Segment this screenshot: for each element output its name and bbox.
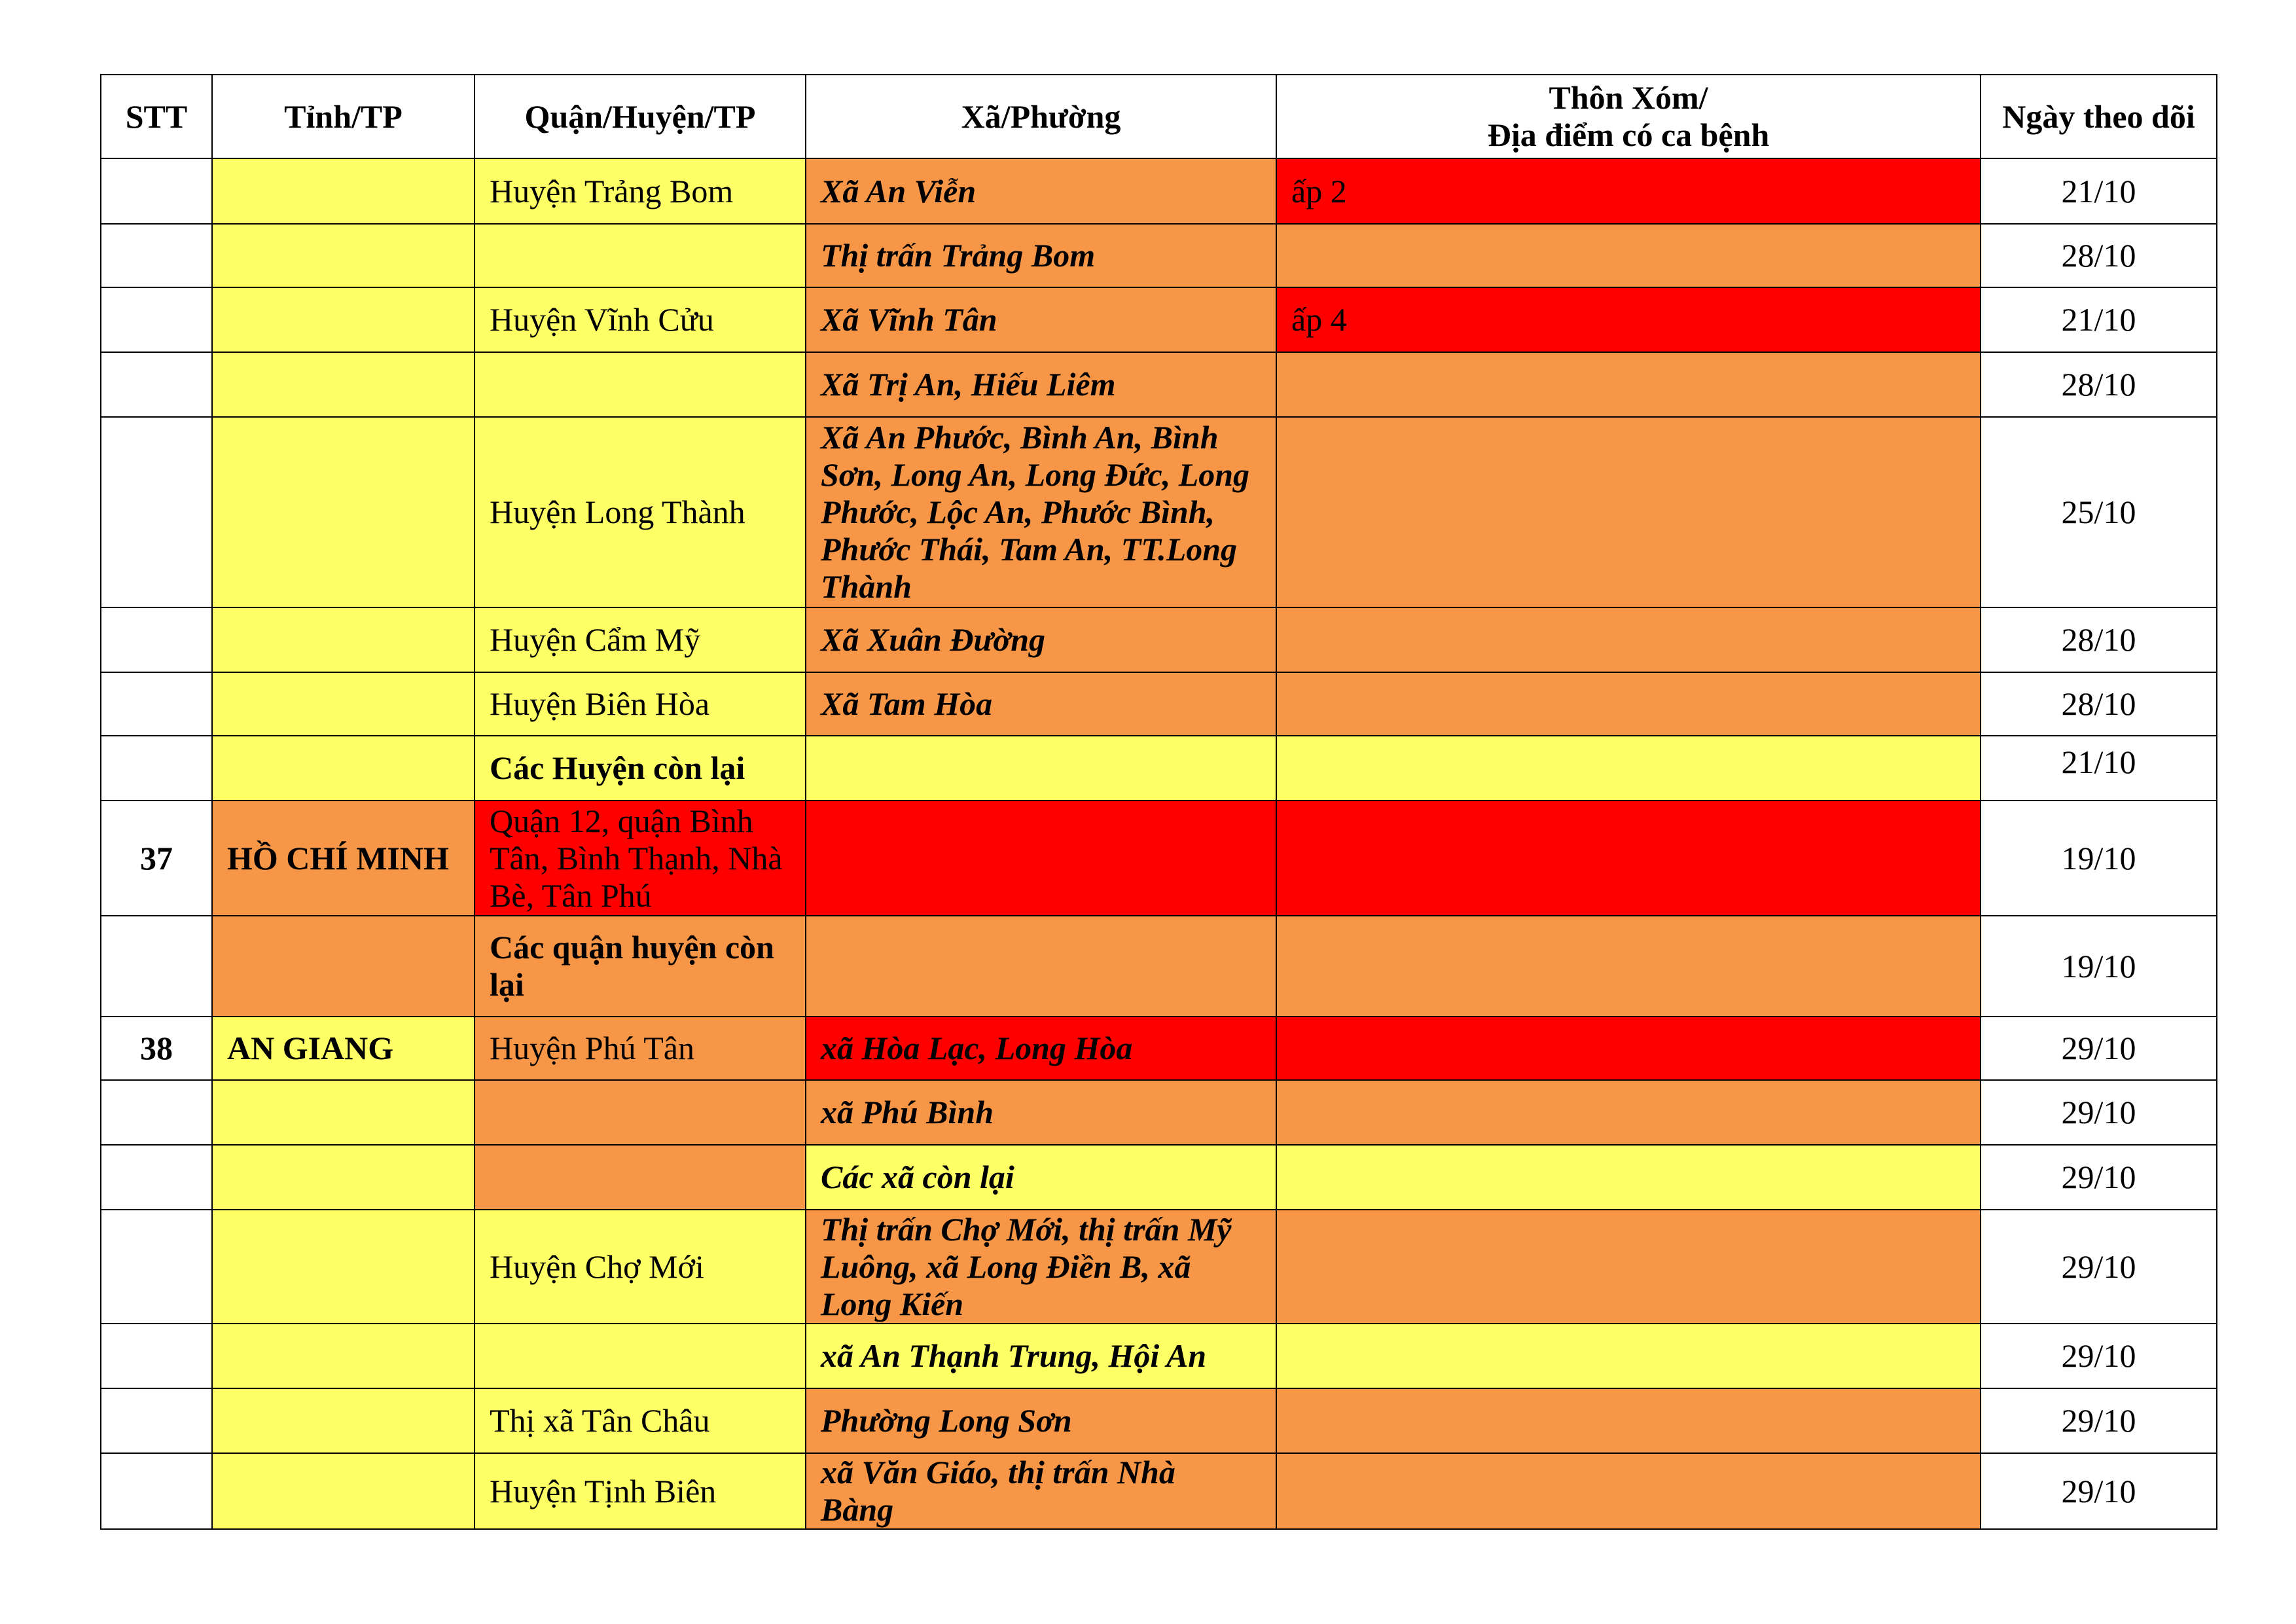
cell-stt	[101, 352, 212, 417]
cell-province	[212, 672, 475, 736]
table-row	[101, 158, 2217, 224]
cell-ward: Các xã còn lại	[806, 1145, 1276, 1210]
table-row	[101, 916, 2217, 1017]
cell-ward: xã An Thạnh Trung, Hội An	[806, 1324, 1276, 1388]
cell-date: 29/10	[1981, 1324, 2217, 1388]
header-ward: Xã/Phường	[806, 75, 1276, 158]
cell-district: Huyện Trảng Bom	[475, 158, 806, 224]
cell-stt	[101, 1388, 212, 1453]
table-row	[101, 672, 2217, 736]
cell-ward: Xã An Phước, Bình An, Bình Sơn, Long An, Long Đức, Long Phước, Lộc An, Phước Bình, Phước Thái, Tam An, TT.Long Thành	[806, 417, 1276, 607]
cell-province	[212, 916, 475, 1017]
cell-hamlet	[1276, 1017, 1981, 1080]
cell-date: 28/10	[1981, 607, 2217, 672]
cell-district	[475, 1145, 806, 1210]
cell-date: 29/10	[1981, 1210, 2217, 1324]
cell-province	[212, 736, 475, 801]
cell-district: Quận 12, quận Bình Tân, Bình Thạnh, Nhà Bè, Tân Phú	[475, 801, 806, 916]
cell-district	[475, 1080, 806, 1145]
cell-stt	[101, 1210, 212, 1324]
cell-hamlet	[1276, 1324, 1981, 1388]
header-stt: STT	[101, 75, 212, 158]
cell-stt	[101, 607, 212, 672]
cell-hamlet	[1276, 1145, 1981, 1210]
cell-ward: xã Hòa Lạc, Long Hòa	[806, 1017, 1276, 1080]
cell-date: 29/10	[1981, 1145, 2217, 1210]
cell-province	[212, 224, 475, 287]
table-row	[101, 1017, 2217, 1080]
cell-district: Các quận huyện còn lại	[475, 916, 806, 1017]
cell-province: HỒ CHÍ MINH	[212, 801, 475, 916]
cell-province	[212, 1388, 475, 1453]
cell-hamlet: ấp 4	[1276, 287, 1981, 352]
cell-date: 28/10	[1981, 224, 2217, 287]
cell-district	[475, 1324, 806, 1388]
cell-date: 19/10	[1981, 916, 2217, 1017]
cell-date: 29/10	[1981, 1080, 2217, 1145]
cell-district	[475, 224, 806, 287]
cell-ward	[806, 801, 1276, 916]
table-row	[101, 287, 2217, 352]
cell-stt: 38	[101, 1017, 212, 1080]
table-row	[101, 736, 2217, 801]
table-row	[101, 352, 2217, 417]
table-row	[101, 1210, 2217, 1324]
cell-hamlet	[1276, 352, 1981, 417]
cell-province	[212, 352, 475, 417]
cell-hamlet	[1276, 224, 1981, 287]
table-row	[101, 1145, 2217, 1210]
table-row	[101, 1324, 2217, 1388]
cell-district: Thị xã Tân Châu	[475, 1388, 806, 1453]
cell-stt	[101, 287, 212, 352]
cell-hamlet	[1276, 1080, 1981, 1145]
header-hamlet: Thôn Xóm/ Địa điểm có ca bệnh	[1276, 75, 1981, 158]
cell-stt	[101, 1080, 212, 1145]
cell-ward: Thị trấn Chợ Mới, thị trấn Mỹ Luông, xã Long Điền B, xã Long Kiến	[806, 1210, 1276, 1324]
table-row	[101, 224, 2217, 287]
cell-date: 29/10	[1981, 1453, 2217, 1529]
cell-ward: Xã Vĩnh Tân	[806, 287, 1276, 352]
cell-date: 25/10	[1981, 417, 2217, 607]
cell-hamlet	[1276, 672, 1981, 736]
cell-date: 28/10	[1981, 352, 2217, 417]
cell-date: 29/10	[1981, 1388, 2217, 1453]
table-row	[101, 1388, 2217, 1453]
cell-ward: Xã An Viễn	[806, 158, 1276, 224]
data-table	[100, 74, 2217, 1530]
cell-ward: Thị trấn Trảng Bom	[806, 224, 1276, 287]
table-row	[101, 1453, 2217, 1529]
header-date: Ngày theo dõi	[1981, 75, 2217, 158]
cell-district	[475, 352, 806, 417]
cell-date: 19/10	[1981, 801, 2217, 916]
cell-date: 21/10	[1981, 287, 2217, 352]
cell-province	[212, 1080, 475, 1145]
cell-district: Huyện Biên Hòa	[475, 672, 806, 736]
table-row	[101, 607, 2217, 672]
cell-province	[212, 158, 475, 224]
cell-province	[212, 1210, 475, 1324]
cell-stt	[101, 1453, 212, 1529]
table-row	[101, 417, 2217, 607]
cell-district: Huyện Cẩm Mỹ	[475, 607, 806, 672]
cell-hamlet	[1276, 916, 1981, 1017]
cell-stt	[101, 1145, 212, 1210]
cell-stt	[101, 224, 212, 287]
cell-province	[212, 607, 475, 672]
cell-ward	[806, 916, 1276, 1017]
cell-stt	[101, 158, 212, 224]
cell-district: Huyện Tịnh Biên	[475, 1453, 806, 1529]
cell-district: Huyện Vĩnh Cửu	[475, 287, 806, 352]
cell-date: 21/10	[1981, 158, 2217, 224]
cell-hamlet	[1276, 801, 1981, 916]
cell-stt	[101, 1324, 212, 1388]
cell-date: 21/10	[1981, 736, 2217, 801]
cell-hamlet	[1276, 736, 1981, 801]
cell-province	[212, 1324, 475, 1388]
cell-district: Các Huyện còn lại	[475, 736, 806, 801]
cell-hamlet: ấp 2	[1276, 158, 1981, 224]
cell-province	[212, 417, 475, 607]
cell-stt	[101, 417, 212, 607]
cell-ward: Xã Tam Hòa	[806, 672, 1276, 736]
header-district: Quận/Huyện/TP	[475, 75, 806, 158]
cell-date: 29/10	[1981, 1017, 2217, 1080]
cell-hamlet	[1276, 1388, 1981, 1453]
cell-hamlet	[1276, 1453, 1981, 1529]
cell-ward: xã Văn Giáo, thị trấn Nhà Bàng	[806, 1453, 1276, 1529]
cell-district: Huyện Long Thành	[475, 417, 806, 607]
header-province: Tỉnh/TP	[212, 75, 475, 158]
cell-ward	[806, 736, 1276, 801]
cell-ward: Xã Trị An, Hiếu Liêm	[806, 352, 1276, 417]
table-row	[101, 801, 2217, 916]
cell-province: AN GIANG	[212, 1017, 475, 1080]
cell-stt	[101, 916, 212, 1017]
cell-stt	[101, 736, 212, 801]
header-row	[101, 75, 2217, 158]
cell-hamlet	[1276, 1210, 1981, 1324]
cell-hamlet	[1276, 417, 1981, 607]
table-row	[101, 1080, 2217, 1145]
cell-date: 28/10	[1981, 672, 2217, 736]
cell-hamlet	[1276, 607, 1981, 672]
cell-ward: Xã Xuân Đường	[806, 607, 1276, 672]
cell-province	[212, 1453, 475, 1529]
cell-stt: 37	[101, 801, 212, 916]
cell-ward: xã Phú Bình	[806, 1080, 1276, 1145]
cell-district: Huyện Chợ Mới	[475, 1210, 806, 1324]
cell-stt	[101, 672, 212, 736]
cell-province	[212, 1145, 475, 1210]
cell-province	[212, 287, 475, 352]
cell-district: Huyện Phú Tân	[475, 1017, 806, 1080]
cell-ward: Phường Long Sơn	[806, 1388, 1276, 1453]
